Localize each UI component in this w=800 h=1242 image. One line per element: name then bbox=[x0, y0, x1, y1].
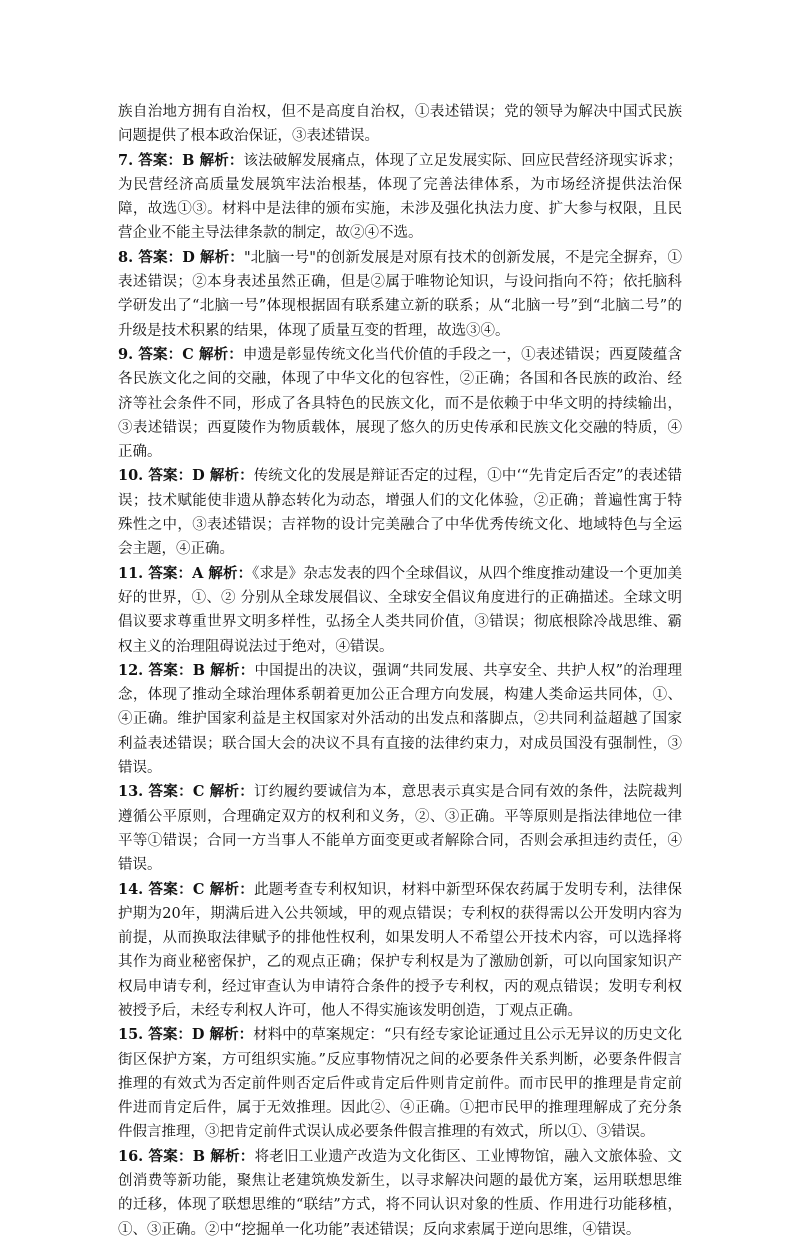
answer-lead: 11. 答案：A 解析： bbox=[118, 564, 253, 582]
answer-item-16 bbox=[118, 1145, 682, 1242]
answer-lead: 12. 答案：B 解析： bbox=[118, 661, 255, 679]
answer-item-14 bbox=[118, 878, 682, 1024]
answer-lead: 14. 答案：C 解析： bbox=[118, 880, 255, 898]
answer-body: 申遗是彰显传统文化当代价值的手段之一，①表述错误；西夏陵蕴含各民族文化之间的交融，体现了中华文化的包容性，②正确；各国和各民族的政治、经济等社会条件不同，形成了各具特色的民族文化，而不是依赖于中华文明的持续输出，③表述错误；西夏陵作为物质载体，展现了悠久的历史传承和民族文化交融的特质，④正确。 bbox=[118, 346, 682, 461]
answer-body: 此题考查专利权知识，材料中新型环保农药属于发明专利，法律保护期为20年，期满后进入公共领域，甲的观点错误；专利权的获得需以公开发明内容为前提，从而换取法律赋予的排他性权利，如果发明人不希望公开技术内容，可以选择将其作为商业秘密保护，乙的观点正确；保护专利权是为了激励创新，可以向国家知识产权局申请专利，经过审查认为申请符合条件的授予专利权，丙的观点错误；发明专利权被授予后，未经专利权人许可，他人不得实施该发明创造，丁观点正确。 bbox=[118, 881, 682, 1019]
answer-body: 将老旧工业遗产改造为文化街区、工业博物馆，融入文旅体验、文创消费等新功能，聚焦让老建筑焕发新生，以寻求解决问题的最优方案，运用联想思维的迁移，体现了联想思维的“联结”方式，将不同认识对象的性质、作用进行功能移植，①、③正确。②中“挖掘单一化功能”表述错误；反向求索属于逆向思维，④错误。 bbox=[118, 1148, 682, 1238]
answer-explanations bbox=[118, 100, 682, 1242]
answer-item-11 bbox=[118, 562, 682, 659]
answer-lead: 15. 答案：D 解析： bbox=[118, 1026, 254, 1044]
answer-lead: 7. 答案：B 解析： bbox=[118, 151, 244, 169]
answer-item-7 bbox=[118, 149, 682, 246]
intro-text: 族自治地方拥有自治权，但不是高度自治权，①表述错误；党的领导为解决中国式民族问题提供了根本政治保证，③表述错误。 bbox=[118, 104, 682, 145]
answer-lead: 13. 答案：C 解析： bbox=[118, 783, 255, 801]
answer-body: 中国提出的决议，强调“共同发展、共享安全、共护人权”的治理理念，体现了推动全球治理体系朝着更加公正合理方向发展，构建人类命运共同体，①、④正确。维护国家利益是主权国家对外活动的出发点和落脚点，②共同利益超越了国家利益表述错误；联合国大会的决议不具有直接的法律约束力，对成员国没有强制性，③错误。 bbox=[118, 662, 682, 777]
answer-lead: 10. 答案：D 解析： bbox=[118, 467, 254, 485]
answer-lead: 16. 答案：B 解析： bbox=[118, 1147, 255, 1165]
answer-lead: 8. 答案：D 解析： bbox=[118, 248, 244, 266]
answer-item-15 bbox=[118, 1023, 682, 1144]
answer-body: 订约履约要诚信为本，意思表示真实是合同有效的条件，法院裁判遵循公平原则，合理确定双方的权利和义务，②、③正确。平等原则是指法律地位一律平等①错误；合同一方当事人不能单方面变更或者解除合同，否则会承担违约责任，④错误。 bbox=[118, 784, 682, 874]
intro-paragraph bbox=[118, 100, 682, 149]
answer-item-10 bbox=[118, 464, 682, 561]
answer-lead: 9. 答案：C 解析： bbox=[118, 345, 243, 363]
answer-body: "北脑一号"的创新发展是对原有技术的创新发展，不是完全摒弃，①表述错误；②本身表述虽然正确，但是②属于唯物论知识，与设问指向不符；依托脑科学研发出了“北脑一号”体现根据固有联系建立新的联系；从“北脑一号”到“北脑二号”的升级是技术积累的结果，体现了质量互变的哲理，故选③④。 bbox=[118, 249, 682, 339]
answer-item-8 bbox=[118, 246, 682, 343]
answer-item-12 bbox=[118, 659, 682, 780]
answer-body: 《求是》杂志发表的四个全球倡议，从四个维度推动建设一个更加美好的世界，①、② 分别从全球发展倡议、全球安全倡议角度进行的正确描述。全球文明倡议要求尊重世界文明多样性，弘扬全人类共同价值，③错误；彻底根除冷战思维、霸权主义的治理阻碍说法过于绝对，④错误。 bbox=[118, 565, 682, 655]
answer-body: 传统文化的发展是辩证否定的过程，①中‘“先肯定后否定”的表述错误；技术赋能使非遗从静态转化为动态，增强人们的文化体验，②正确；普遍性寓于特殊性之中，③表述错误；吉祥物的设计完美融合了中华优秀传统文化、地域特色与全运会主题，④正确。 bbox=[118, 468, 682, 558]
answer-item-9 bbox=[118, 343, 682, 464]
answer-body: 该法破解发展痛点，体现了立足发展实际、回应民营经济现实诉求；为民营经济高质量发展筑牢法治根基，体现了完善法律体系，为市场经济提供法治保障，故选①③。材料中是法律的颁布实施，未涉及强化执法力度、扩大参与权限，且民营企业不能主导法律条款的制定，故②④不选。 bbox=[118, 152, 682, 242]
answer-body: 材料中的草案规定：“只有经专家论证通过且公示无异议的历史文化街区保护方案，方可组织实施。”反应事物情况之间的必要条件关系判断，必要条件假言推理的有效式为否定前件则否定后件或肯定后件则肯定前件。而市民甲的推理是肯定前件进而肯定后件，属于无效推理。因此②、④正确。①把市民甲的推理理解成了充分条件假言推理，③把肯定前件式误认成必要条件假言推理的有效式，所以①、③错误。 bbox=[118, 1027, 682, 1141]
answer-item-13 bbox=[118, 780, 682, 877]
